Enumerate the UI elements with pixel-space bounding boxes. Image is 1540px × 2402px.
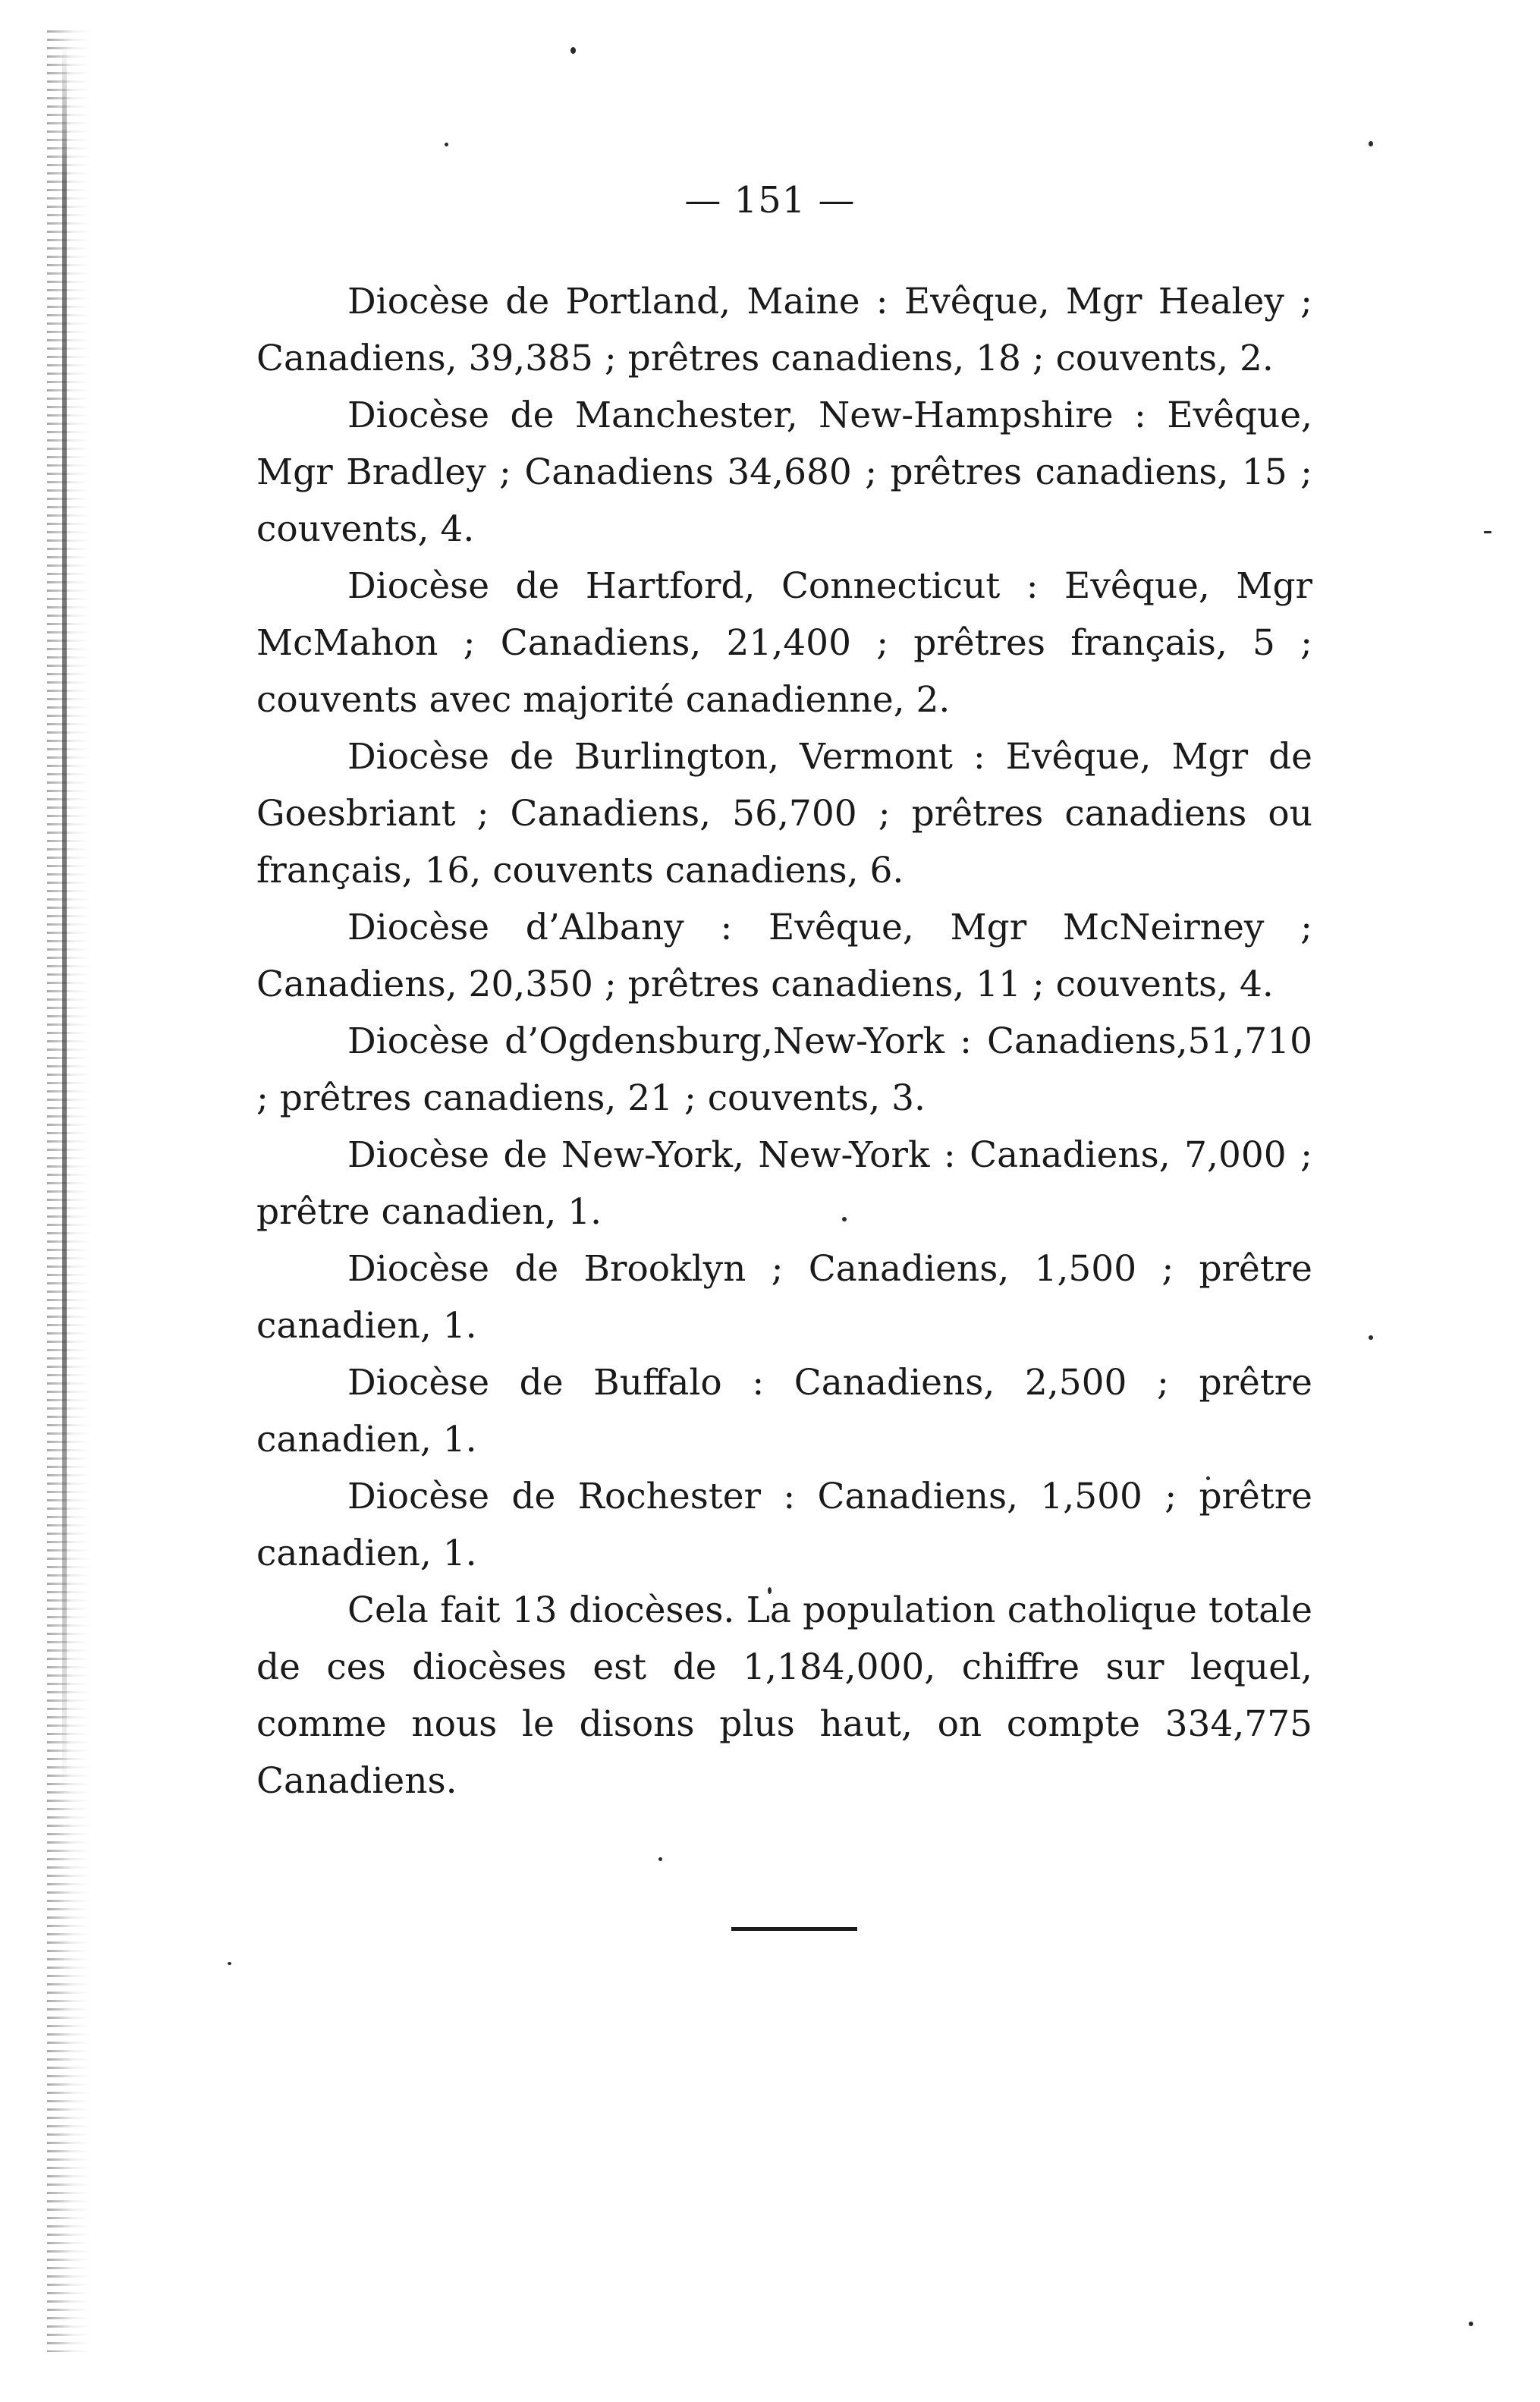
binding-edge-shadow — [47, 30, 91, 2352]
paper-speck — [1469, 2322, 1473, 2326]
paragraph-manchester: Diocèse de Manchester, New-Hampshire : Evêque, Mgr Bradley ; Canadiens 34,680 ; prêtres canadiens, 15 ; couvents, 4. — [256, 395, 1312, 550]
paragraph-burlington: Diocèse de Burlington, Vermont : Evêque, Mgr de Goesbriant ; Canadiens, 56,700 ; prêtres canadiens ou français, 16, couvents canadiens, 6. — [256, 736, 1312, 891]
paper-speck — [228, 1962, 231, 1965]
paragraph-rochester: Diocèse de Rochester : Canadiens, 1,500 ; prêtre canadien, 1. — [256, 1476, 1312, 1574]
paper-speck — [658, 1857, 662, 1861]
paragraph-hartford: Diocèse de Hartford, Connecticut : Evêque, Mgr McMahon ; Canadiens, 21,400 ; prêtres français, 5 ; couvents avec majorité canadienne, 2. — [256, 565, 1312, 721]
paragraph-portland: Diocèse de Portland, Maine : Evêque, Mgr Healey ; Canadiens, 39,385 ; prêtres canadiens, 18 ; couvents, 2. — [256, 281, 1312, 379]
paragraph-ogdensburg: Diocèse d’Ogdensburg,New-York : Canadiens,51,710 ; prêtres canadiens, 21 ; couvents, 3. — [256, 1020, 1312, 1119]
binding-edge-line — [62, 46, 67, 1790]
paper-speck — [1369, 141, 1373, 146]
page-number: — 151 — — [684, 179, 856, 222]
section-end-rule — [731, 1927, 857, 1931]
paper-speck — [1369, 1335, 1373, 1340]
paper-speck — [570, 47, 576, 54]
paragraph-new-york: Diocèse de New-York, New-York : Canadiens, 7,000 ; prêtre canadien, 1. — [256, 1134, 1312, 1233]
paper-speck — [445, 143, 448, 146]
paragraph-buffalo: Diocèse de Buffalo : Canadiens, 2,500 ; prêtre canadien, 1. — [256, 1362, 1312, 1460]
body-text — [256, 273, 1312, 1809]
paragraph-albany: Diocèse d’Albany : Evêque, Mgr McNeirney ; Canadiens, 20,350 ; prêtres canadiens, 11 ; couvents, 4. — [256, 907, 1312, 1005]
paper-speck — [1484, 531, 1491, 533]
paragraph-summary: Cela fait 13 diocèses. La population catholique totale de ces diocèses est de 1,184,000, chiffre sur lequel, comme nous le disons plus haut, on compte 334,775 Canadiens. — [256, 1589, 1312, 1802]
paragraph-brooklyn: Diocèse de Brooklyn ; Canadiens, 1,500 ; prêtre canadien, 1. — [256, 1248, 1312, 1347]
